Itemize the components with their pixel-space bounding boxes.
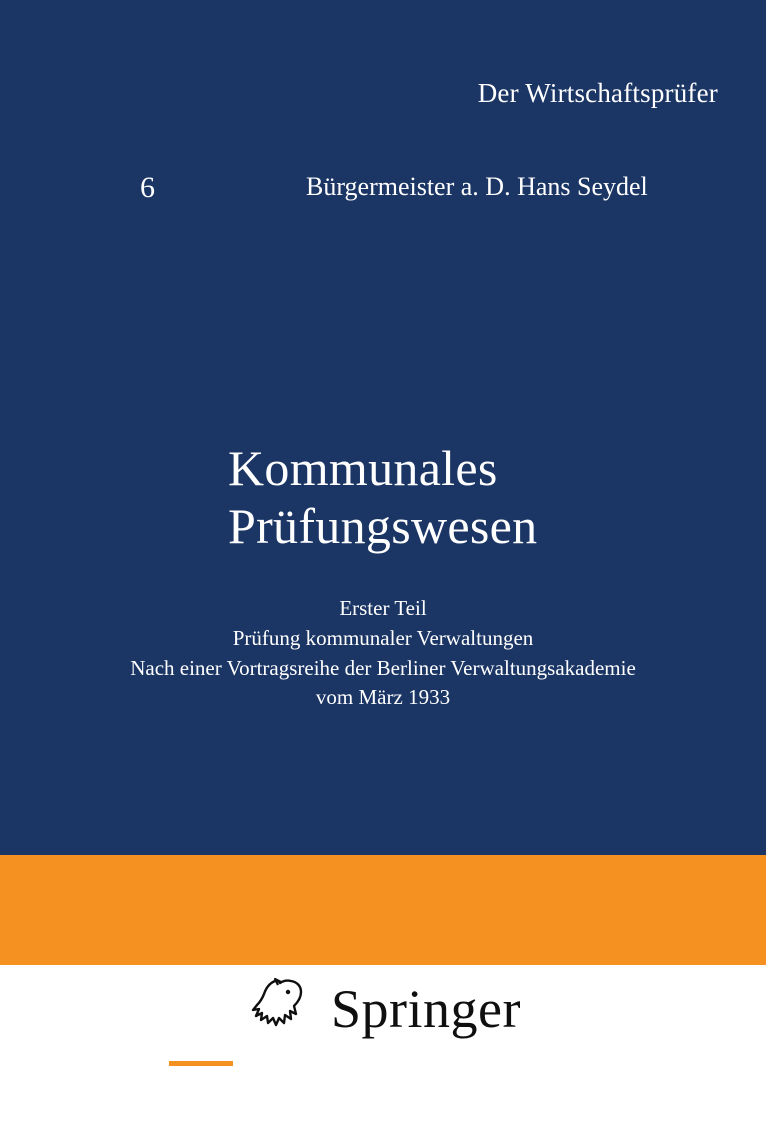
subtitle-line-1: Erster Teil [339, 596, 427, 620]
author-name: Bürgermeister a. D. Hans Seydel [306, 172, 648, 201]
book-title-line-1: Kommunales [228, 440, 498, 496]
subtitle-line-2: Prüfung kommunaler Verwaltungen [232, 625, 534, 650]
volume-number: 6 [140, 171, 155, 204]
springer-wordmark: Springer [331, 979, 521, 1039]
book-title-line-2: Prüfungswesen [228, 497, 538, 554]
cover-orange-band [0, 855, 766, 965]
subtitle-line-3: Nach einer Vortragsreihe der Berliner Verwaltungsakademie [130, 655, 636, 680]
logo-underline [169, 1061, 233, 1066]
book-title [228, 440, 537, 555]
series-title: Der Wirtschaftsprüfer [477, 78, 718, 108]
book-subtitle [0, 594, 766, 713]
springer-horse-icon [245, 975, 317, 1047]
publisher-logo [0, 975, 766, 1085]
subtitle-line-4: vom März 1933 [315, 685, 451, 710]
